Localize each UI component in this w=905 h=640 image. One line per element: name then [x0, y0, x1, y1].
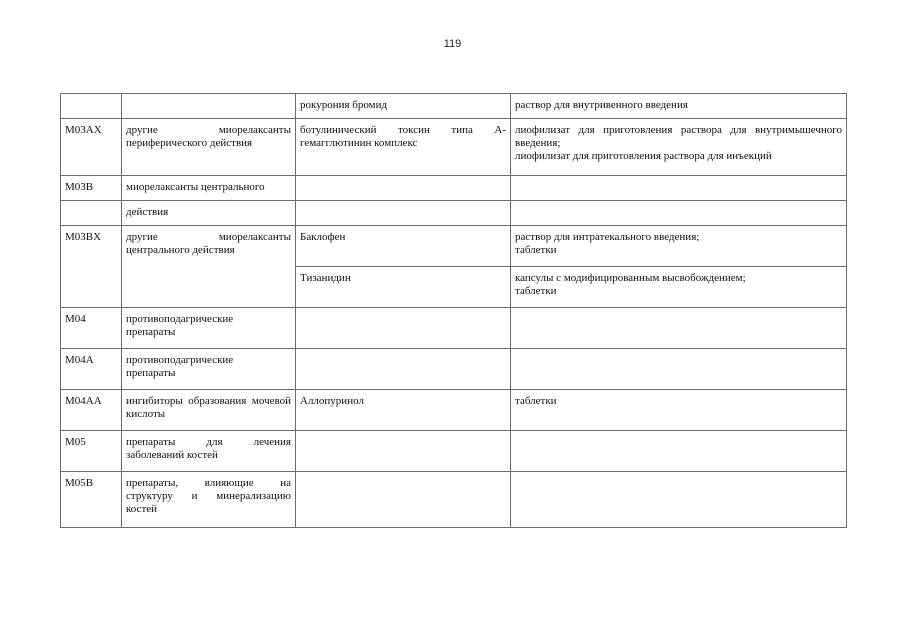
group-name-cell: препараты, влияющие на структуру и минерализацию костей [122, 472, 296, 528]
atc-code-cell: M05B [61, 472, 122, 528]
group-name-cell [122, 94, 296, 119]
group-name-cell: противоподагрические препараты [122, 308, 296, 349]
table-row [61, 472, 847, 528]
drug-name-cell [296, 431, 511, 472]
atc-code-cell: M03AX [61, 119, 122, 176]
table-row [61, 176, 847, 201]
drug-name-cell: Тизанидин [296, 267, 511, 308]
atc-code-cell [61, 201, 122, 226]
table-row [61, 308, 847, 349]
dosage-form-cell [511, 176, 847, 201]
drug-table [60, 93, 847, 528]
dosage-form-cell [511, 308, 847, 349]
table-row [61, 94, 847, 119]
atc-code-cell: M05 [61, 431, 122, 472]
drug-name-cell [296, 349, 511, 390]
atc-code-cell: M04AA [61, 390, 122, 431]
group-name-cell: действия [122, 201, 296, 226]
table-row [61, 226, 847, 267]
group-name-cell: другие миорелаксанты центрального действия [122, 226, 296, 308]
atc-code-cell: M03B [61, 176, 122, 201]
drug-name-cell [296, 176, 511, 201]
table-row [61, 201, 847, 226]
dosage-form-cell [511, 431, 847, 472]
drug-name-cell [296, 472, 511, 528]
group-name-cell: ингибиторы образования мочевой кислоты [122, 390, 296, 431]
drug-name-cell: рокурония бромид [296, 94, 511, 119]
atc-code-cell: M03BX [61, 226, 122, 308]
table-row [61, 431, 847, 472]
dosage-form-cell [511, 349, 847, 390]
table-row [61, 119, 847, 176]
drug-name-cell: ботулинический токсин типа А-гемагглютинин комплекс [296, 119, 511, 176]
dosage-form-cell: раствор для интратекального введения; таблетки [511, 226, 847, 267]
atc-code-cell: M04A [61, 349, 122, 390]
group-name-cell: препараты для лечения заболеваний костей [122, 431, 296, 472]
dosage-form-cell: капсулы с модифицированным высвобождением; таблетки [511, 267, 847, 308]
group-name-cell: другие миорелаксанты периферического действия [122, 119, 296, 176]
table-row [61, 349, 847, 390]
dosage-form-cell: лиофилизат для приготовления раствора для внутримышечного введения; лиофилизат для приготовления раствора для инъекций [511, 119, 847, 176]
table-row [61, 390, 847, 431]
dosage-form-cell [511, 201, 847, 226]
drug-name-cell [296, 201, 511, 226]
dosage-form-cell: таблетки [511, 390, 847, 431]
drug-name-cell [296, 308, 511, 349]
dosage-form-cell [511, 472, 847, 528]
dosage-form-cell: раствор для внутривенного введения [511, 94, 847, 119]
group-name-cell: противоподагрические препараты [122, 349, 296, 390]
group-name-cell: миорелаксанты центрального [122, 176, 296, 201]
page-number: 119 [443, 38, 462, 50]
drug-name-cell: Аллопуринол [296, 390, 511, 431]
atc-code-cell: M04 [61, 308, 122, 349]
drug-name-cell: Баклофен [296, 226, 511, 267]
atc-code-cell [61, 94, 122, 119]
